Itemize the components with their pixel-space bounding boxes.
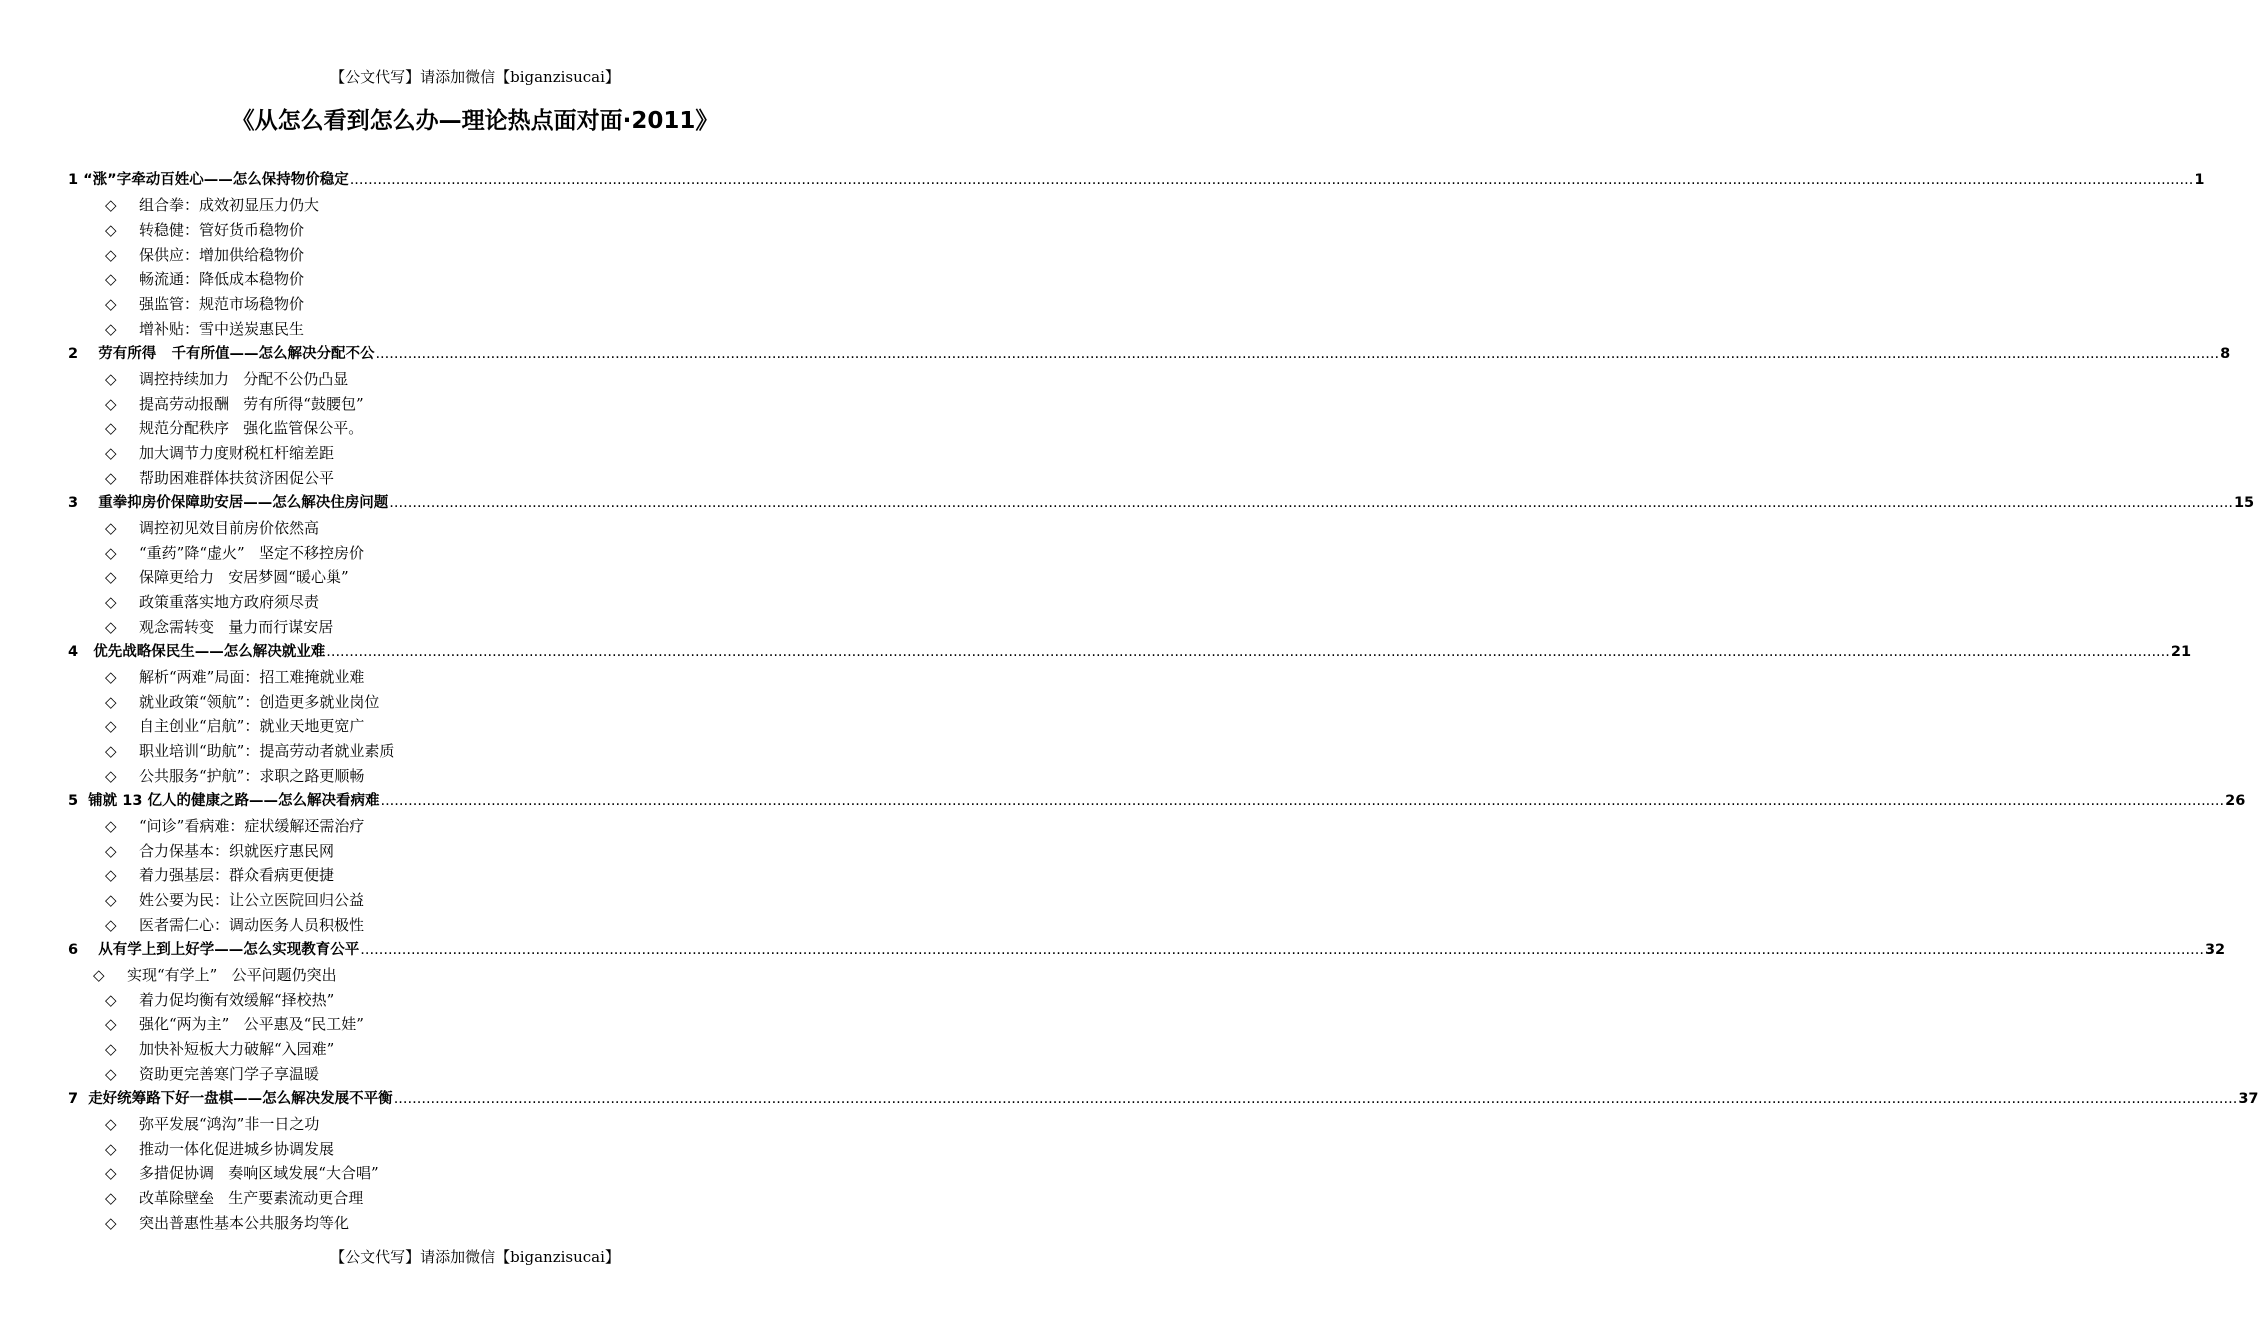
chapter-number: 5 [68,792,89,809]
dot-leader: ................................................................................................................................................................................................................................................................................................................................................................................................................ [380,792,2225,809]
sub-item-text: 着力强基层：群众看病更便捷 [139,866,335,885]
diamond-bullet-icon: ◇ [105,841,117,860]
diamond-bullet-icon: ◇ [105,593,117,612]
document-title: 《从怎么看到怎么办—理论热点面对面·2011》 [231,108,719,134]
diamond-bullet-icon: ◇ [105,220,117,239]
diamond-bullet-icon: ◇ [105,444,117,463]
toc-sub-item [68,714,882,739]
sub-item-text: 转稳健：管好货币稳物价 [139,220,305,239]
toc-sub-item [68,516,882,541]
diamond-bullet-icon: ◇ [105,667,117,686]
toc-sub-item [68,392,882,417]
dot-leader: ................................................................................................................................................................................................................................................................................................................................................................................................................ [389,494,2233,511]
toc-sub-item [68,739,882,764]
toc-sub-item [68,690,882,715]
sub-item-text: 增补贴：雪中送炭惠民生 [139,319,305,338]
chapter-title: 重拳抑房价保障助安居——怎么解决住房问题 [98,494,389,511]
toc-sub-item [68,367,882,392]
toc-sub-item [68,814,882,839]
diamond-bullet-icon: ◇ [105,990,117,1009]
sub-item-text: 资助更完善寒门学子享温暖 [139,1064,320,1083]
toc-sub-item [68,416,882,441]
diamond-bullet-icon: ◇ [105,1015,117,1034]
sub-item-text: 强监管：规范市场稳物价 [139,295,305,314]
sub-item-text: 职业培训“助航”：提高劳动者就业素质 [139,742,395,761]
dot-leader: ................................................................................................................................................................................................................................................................................................................................................................................................................ [349,172,2194,188]
diamond-bullet-icon: ◇ [105,717,117,736]
chapter-number: 7 [68,1090,89,1107]
diamond-bullet-icon: ◇ [105,692,117,711]
sub-item-text: 改革除壁垒 生产要素流动更合理 [139,1189,364,1208]
toc-chapter-entry [68,342,2231,367]
sub-item-text: 解析“两难”局面：招工难掩就业难 [139,667,365,686]
diamond-bullet-icon: ◇ [105,419,117,438]
chapter-number: 6 [68,941,99,958]
toc-sub-item [68,541,882,566]
sub-item-text: 规范分配秩序 强化监管保公平。 [139,419,364,438]
toc-sub-item [68,590,882,615]
toc-sub-item [68,218,882,243]
toc-sub-item [68,1062,882,1087]
sub-item-text: 组合拳：成效初显压力仍大 [139,196,320,214]
chapter-title: 走好统筹路下好一盘棋——怎么解决发展不平衡 [88,1090,393,1107]
toc-sub-item [68,1037,882,1062]
chapter-page-number: 1 [2194,172,2205,188]
sub-item-text: 保障更给力 安居梦圆“暖心巢” [139,568,349,587]
toc-sub-item [68,441,882,466]
toc-sub-item [68,243,882,268]
chapter-number: 1 [68,172,84,188]
sub-item-text: 合力保基本：织就医疗惠民网 [139,841,335,860]
sub-item-text: 调控初见效目前房价依然高 [139,518,320,537]
diamond-bullet-icon: ◇ [105,196,117,214]
diamond-bullet-icon: ◇ [93,965,105,984]
toc-sub-item [68,615,882,640]
diamond-bullet-icon: ◇ [105,617,117,636]
sub-item-text: 自主创业“启航”：就业天地更宽广 [139,717,365,736]
sub-item-text: 强化“两为主” 公平惠及“民工娃” [139,1015,364,1034]
diamond-bullet-icon: ◇ [105,568,117,587]
chapter-number: 2 [68,345,99,362]
chapter-number: 3 [68,494,99,511]
sub-item-text: 观念需转变 量力而行谋安居 [139,617,334,636]
sub-item-text: 政策重落实地方政府须尽责 [139,593,320,612]
toc-sub-item [68,1161,882,1186]
toc-sub-item [68,466,882,491]
toc-chapter-entry [68,1087,2259,1112]
sub-item-text: 弥平发展“鸿沟”非一日之功 [139,1114,320,1133]
sub-item-text: 畅流通：降低成本稳物价 [139,270,305,289]
chapter-page-number: 32 [2204,941,2226,958]
diamond-bullet-icon: ◇ [105,1114,117,1133]
diamond-bullet-icon: ◇ [105,245,117,264]
toc-sub-item [68,988,882,1013]
sub-item-text: 就业政策“领航”：创造更多就业岗位 [139,692,380,711]
sub-item-text: 保供应：增加供给稳物价 [139,245,305,264]
diamond-bullet-icon: ◇ [105,1164,117,1183]
toc-chapter-entry [68,640,2192,665]
diamond-bullet-icon: ◇ [105,891,117,910]
toc-sub-item [68,839,882,864]
chapter-page-number: 37 [2238,1090,2259,1107]
toc-sub-item [68,888,882,913]
sub-item-text: 加快补短板大力破解“入园难” [139,1040,335,1059]
sub-item-text: “重药”降“虚火” 坚定不移控房价 [139,543,364,562]
sub-item-text: 提高劳动报酬 劳有所得“鼓腰包” [139,394,364,413]
chapter-title: 优先战略保民生——怎么解决就业难 [93,643,326,660]
dot-leader: ................................................................................................................................................................................................................................................................................................................................................................................................................ [360,941,2204,958]
diamond-bullet-icon: ◇ [105,816,117,835]
page-footer: 【公文代写】请添加微信【biganzisucai】 [330,1248,620,1266]
sub-item-text: “问诊”看病难：症状缓解还需治疗 [139,816,365,835]
sub-item-text: 姓公要为民：让公立医院回归公益 [139,891,365,910]
chapter-title: 劳有所得 千有所值——怎么解决分配不公 [98,345,375,362]
sub-item-text: 帮助困难群体扶贫济困促公平 [139,468,335,487]
sub-item-text: 突出普惠性基本公共服务均等化 [139,1213,350,1232]
diamond-bullet-icon: ◇ [105,1189,117,1208]
sub-item-text: 公共服务“护航”：求职之路更顺畅 [139,766,365,785]
toc-sub-item [68,1112,882,1137]
sub-item-text: 着力促均衡有效缓解“择校热” [139,990,335,1009]
toc-sub-item [68,665,882,690]
toc-chapter-entry [68,491,2255,516]
toc-sub-item [68,292,882,317]
sub-item-text: 加大调节力度财税杠杆缩差距 [139,444,335,463]
sub-item-text: 多措促协调 奏响区域发展“大合唱” [139,1164,379,1183]
chapter-page-number: 15 [2233,494,2255,511]
toc-sub-item [68,565,882,590]
diamond-bullet-icon: ◇ [105,518,117,537]
toc-chapter-entry [68,168,2205,193]
dot-leader: ................................................................................................................................................................................................................................................................................................................................................................................................................ [375,345,2220,362]
sub-item-text: 医者需仁心：调动医务人员积极性 [139,915,365,934]
chapter-page-number: 21 [2170,643,2192,660]
diamond-bullet-icon: ◇ [105,1040,117,1059]
page-header: 【公文代写】请添加微信【biganzisucai】 [330,68,620,86]
dot-leader: ................................................................................................................................................................................................................................................................................................................................................................................................................ [326,643,2170,660]
diamond-bullet-icon: ◇ [105,866,117,885]
diamond-bullet-icon: ◇ [105,369,117,388]
toc-sub-item [68,1137,882,1162]
sub-item-text: 调控持续加力 分配不公仍凸显 [139,369,349,388]
diamond-bullet-icon: ◇ [105,1139,117,1158]
toc-sub-item [68,863,882,888]
table-of-contents [68,168,2259,1236]
diamond-bullet-icon: ◇ [105,468,117,487]
toc-sub-item [68,1211,882,1236]
diamond-bullet-icon: ◇ [105,1213,117,1232]
chapter-page-number: 8 [2220,345,2231,362]
toc-sub-item [68,913,882,938]
toc-chapter-entry [68,789,2246,814]
toc-sub-item [68,267,882,292]
diamond-bullet-icon: ◇ [105,295,117,314]
chapter-number: 4 [68,643,94,660]
chapter-page-number: 26 [2225,792,2246,809]
chapter-title: 从有学上到上好学——怎么实现教育公平 [98,941,360,958]
chapter-title: 铺就 13 亿人的健康之路——怎么解决看病难 [88,792,380,809]
diamond-bullet-icon: ◇ [105,543,117,562]
toc-sub-item [68,764,882,789]
diamond-bullet-icon: ◇ [105,742,117,761]
toc-sub-item [68,1012,882,1037]
diamond-bullet-icon: ◇ [105,319,117,338]
diamond-bullet-icon: ◇ [105,915,117,934]
dot-leader: ................................................................................................................................................................................................................................................................................................................................................................................................................ [393,1090,2238,1107]
diamond-bullet-icon: ◇ [105,394,117,413]
sub-item-text: 推动一体化促进城乡协调发展 [139,1139,335,1158]
diamond-bullet-icon: ◇ [105,270,117,289]
toc-chapter-entry [68,938,2226,963]
chapter-title: “涨”字牵动百姓心——怎么保持物价稳定 [83,172,349,188]
toc-sub-item [68,1186,882,1211]
diamond-bullet-icon: ◇ [105,766,117,785]
diamond-bullet-icon: ◇ [105,1064,117,1083]
toc-sub-item [68,317,882,342]
sub-item-text: 实现“有学上” 公平问题仍突出 [127,965,337,984]
toc-sub-item [68,963,882,988]
toc-sub-item [68,193,882,218]
